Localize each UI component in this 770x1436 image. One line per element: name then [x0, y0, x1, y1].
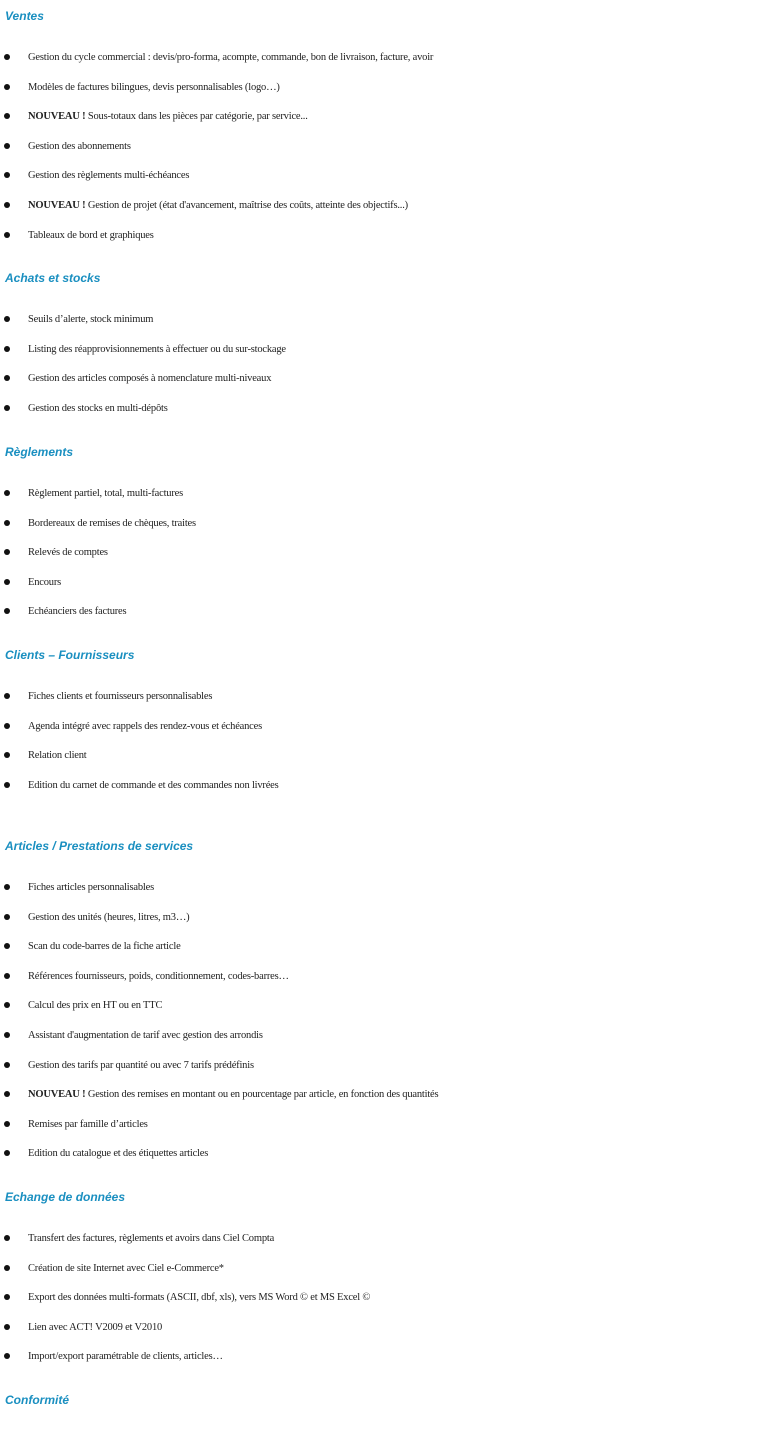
bullet-icon [4, 1353, 10, 1359]
item-label: Références fournisseurs, poids, conditionnement, codes-barres… [28, 970, 289, 982]
list-item-text [28, 372, 271, 386]
bullet-icon [4, 1062, 10, 1068]
item-label: Gestion de projet (état d'avancement, maîtrise des coûts, atteinte des objectifs...) [85, 199, 408, 211]
item-label: Relation client [28, 750, 87, 762]
list-item-text [28, 169, 189, 183]
bullet-icon [4, 723, 10, 729]
bullet-icon [4, 405, 10, 411]
bullet-icon [4, 608, 10, 614]
section-1 [0, 270, 770, 414]
item-label: Gestion des unités (heures, litres, m3…) [28, 911, 190, 923]
item-label: Calcul des prix en HT ou en TTC [28, 1000, 163, 1012]
bullet-icon [4, 943, 10, 949]
list-item-text [28, 546, 108, 560]
item-label: Fiches clients et fournisseurs personnalisables [28, 691, 213, 702]
list-item-text [28, 313, 153, 327]
item-label: Relevés de comptes [28, 547, 108, 559]
list-item-text [28, 1262, 224, 1276]
item-label: Echéanciers des factures [28, 606, 127, 618]
bullet-icon [4, 84, 10, 90]
list-item-text [28, 779, 279, 793]
item-label: Fiches articles personnalisables [28, 882, 154, 893]
bullet-icon [4, 54, 10, 60]
list-item-text [28, 1350, 223, 1364]
item-label: Agenda intégré avec rappels des rendez-vous et échéances [28, 720, 262, 732]
section-heading: Règlements [5, 445, 74, 459]
bullet-icon [4, 143, 10, 149]
item-label: Assistant d'augmentation de tarif avec gestion des arrondis [28, 1029, 263, 1041]
list-item-text [28, 402, 168, 416]
list-item-text [28, 605, 126, 619]
bullet-icon [4, 1002, 10, 1008]
list-item-text [28, 140, 131, 154]
bullet-icon [4, 172, 10, 178]
list-item-text [28, 1088, 438, 1102]
list-item-text [28, 1232, 274, 1246]
bullet-icon [4, 1294, 10, 1300]
bullet-icon [4, 549, 10, 555]
item-label: Bordereaux de remises de chèques, traites [28, 517, 196, 529]
list-item-text [28, 81, 280, 95]
bullet-icon [4, 232, 10, 238]
section-0 [0, 8, 770, 241]
bullet-icon [4, 202, 10, 208]
bullet-icon [4, 1265, 10, 1271]
bullet-icon [4, 490, 10, 496]
list-item-text [28, 1321, 162, 1335]
section-5 [0, 1189, 770, 1363]
list-item-text [28, 229, 154, 243]
list-item-text [28, 1059, 254, 1073]
list-item-text [28, 690, 212, 704]
list-item-text [28, 517, 196, 531]
section-heading: Articles / Prestations de services [5, 839, 194, 853]
bullet-icon [4, 1032, 10, 1038]
list-item-text [28, 881, 154, 895]
item-label: Import/export paramétrable de clients, articles… [28, 1351, 223, 1363]
bullet-icon [4, 1121, 10, 1127]
item-label: Création de site Internet avec Ciel e-Commerce* [28, 1262, 224, 1274]
item-label: Encours [28, 576, 62, 588]
bullet-icon [4, 914, 10, 920]
item-label: Export des données multi-formats (ASCII, dbf, xls), vers MS Word © et MS Excel © [28, 1292, 371, 1304]
bullet-icon [4, 782, 10, 788]
list-item-text [28, 911, 189, 925]
item-label: Gestion du cycle commercial : devis/pro-forma, acompte, commande, bon de livraison, facture, avoir [28, 52, 434, 63]
section-2 [0, 444, 770, 618]
new-tag: NOUVEAU ! [28, 1089, 86, 1101]
item-label: Gestion des règlements multi-échéances [28, 170, 190, 182]
bullet-icon [4, 316, 10, 322]
list-item-text [28, 749, 87, 763]
item-label: Gestion des stocks en multi-dépôts [28, 402, 168, 414]
bullet-icon [4, 579, 10, 585]
bullet-icon [4, 973, 10, 979]
item-label: Sous-totaux dans les pièces par catégorie, par service... [85, 111, 308, 123]
item-label: Edition du carnet de commande et des commandes non livrées [28, 779, 279, 791]
new-tag: NOUVEAU ! [28, 111, 86, 123]
bullet-icon [4, 346, 10, 352]
list-item-text [28, 999, 162, 1013]
list-item-text [28, 576, 61, 590]
section-heading: Echange de données [5, 1190, 126, 1204]
item-label: Lien avec ACT! V2009 et V2010 [28, 1321, 163, 1333]
item-label: Gestion des articles composés à nomenclature multi-niveaux [28, 373, 272, 385]
list-item-text [28, 110, 308, 124]
bullet-icon [4, 1091, 10, 1097]
list-item-text [28, 199, 408, 213]
bullet-icon [4, 1150, 10, 1156]
bullet-icon [4, 375, 10, 381]
new-tag: NOUVEAU ! [28, 199, 86, 211]
item-label: Listing des réapprovisionnements à effectuer ou du sur-stockage [28, 343, 286, 355]
item-label: Gestion des abonnements [28, 140, 131, 152]
bullet-icon [4, 693, 10, 699]
list-item-text [28, 1118, 148, 1132]
item-label: Transfert des factures, règlements et avoirs dans Ciel Compta [28, 1233, 275, 1244]
item-label: Gestion des tarifs par quantité ou avec 7 tarifs prédéfinis [28, 1059, 254, 1071]
bullet-icon [4, 884, 10, 890]
section-heading: Ventes [5, 9, 44, 23]
list-item-text [28, 1147, 208, 1161]
item-label: Règlement partiel, total, multi-factures [28, 488, 183, 499]
list-item-text [28, 51, 433, 65]
section-3 [0, 647, 770, 791]
list-item-text [28, 720, 262, 734]
list-item-text [28, 1291, 370, 1305]
section-heading: Conformité [5, 1393, 69, 1407]
section-heading: Achats et stocks [5, 271, 101, 285]
bullet-icon [4, 520, 10, 526]
list-item-text [28, 487, 183, 501]
list-item-text [28, 343, 286, 357]
section-heading: Clients – Fournisseurs [5, 648, 135, 662]
item-label: Seuils d’alerte, stock minimum [28, 314, 154, 325]
list-item-text [28, 970, 289, 984]
section-4 [0, 838, 770, 1160]
item-label: Modèles de factures bilingues, devis personnalisables (logo…) [28, 81, 280, 93]
list-item-text [28, 940, 181, 954]
item-label: Remises par famille d’articles [28, 1118, 148, 1130]
item-label: Tableaux de bord et graphiques [28, 229, 154, 241]
item-label: Edition du catalogue et des étiquettes articles [28, 1148, 209, 1160]
bullet-icon [4, 113, 10, 119]
bullet-icon [4, 752, 10, 758]
bullet-icon [4, 1235, 10, 1241]
item-label: Scan du code-barres de la fiche article [28, 941, 181, 953]
bullet-icon [4, 1324, 10, 1330]
item-label: Gestion des remises en montant ou en pourcentage par article, en fonction des quantités [85, 1089, 439, 1101]
list-item-text [28, 1029, 263, 1043]
section-6 [0, 1392, 770, 1408]
